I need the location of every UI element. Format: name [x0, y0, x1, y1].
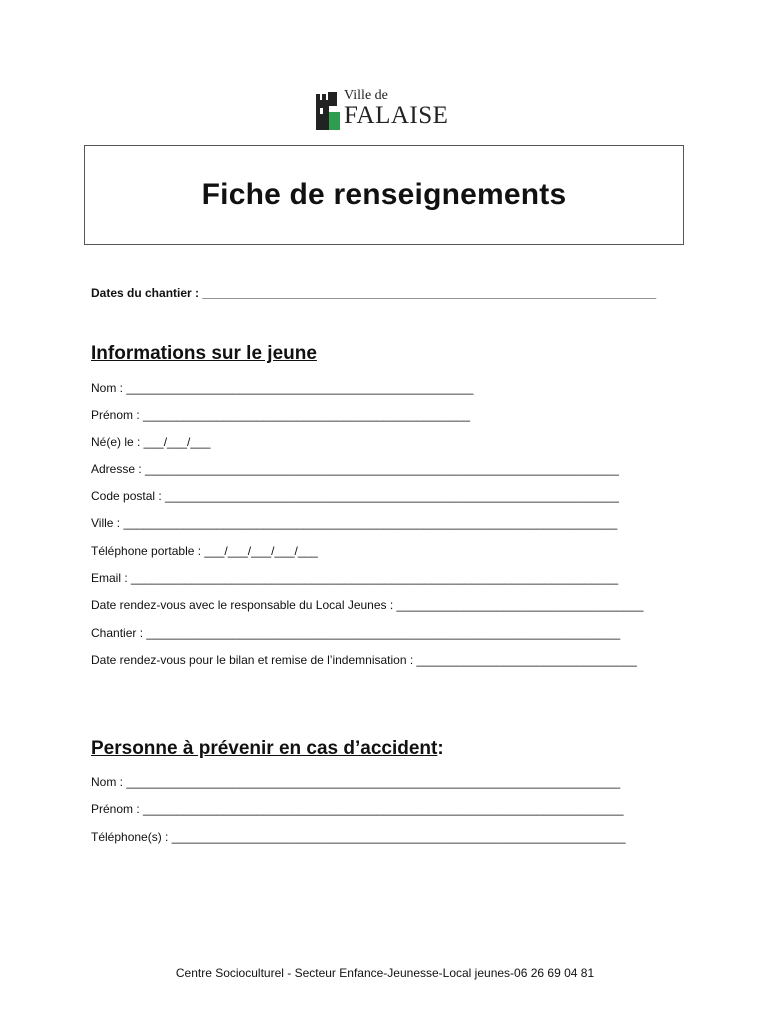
footer: Centre Socioculturel - Secteur Enfance-Jeunesse-Local jeunes-06 26 69 04 81	[175, 966, 595, 980]
castle-tower-icon	[314, 90, 340, 130]
chantier-field[interactable]: Chantier : _______________________________________________________________________	[91, 626, 621, 640]
birthdate-field[interactable]: Né(e) le : ___/___/___	[91, 435, 211, 449]
section-title-emergency-suffix: :	[437, 738, 444, 759]
page-title: Fiche de renseignements	[201, 178, 567, 211]
falaise-logo	[314, 86, 464, 134]
meeting-date-field[interactable]: Date rendez-vous avec le responsable du Local Jeunes : _____________________________________	[91, 598, 644, 612]
title-box	[84, 145, 684, 245]
emergency-phone-field[interactable]: Téléphone(s) : ____________________________________________________________________	[91, 830, 626, 844]
logo-line-1: Ville de	[344, 88, 388, 103]
prenom-field[interactable]: Prénom : _________________________________________________	[91, 408, 471, 422]
city-field[interactable]: Ville : __________________________________________________________________________	[91, 516, 618, 530]
nom-field[interactable]: Nom : ____________________________________________________	[91, 381, 474, 395]
mobile-phone-field[interactable]: Téléphone portable : ___/___/___/___/___	[91, 544, 318, 558]
review-date-field[interactable]: Date rendez-vous pour le bilan et remise de l’indemnisation : _________________________________	[91, 653, 637, 667]
section-title-emergency-text: Personne à prévenir en cas d’accident	[91, 738, 438, 759]
address-field[interactable]: Adresse : _______________________________________________________________________	[91, 462, 619, 476]
postal-code-field[interactable]: Code postal : ____________________________________________________________________	[91, 489, 619, 503]
section-title-emergency	[91, 738, 444, 760]
dates-field[interactable]: Dates du chantier : ____________________________________________________________________	[91, 286, 657, 300]
emergency-prenom-field[interactable]: Prénom : ________________________________________________________________________	[91, 802, 624, 816]
email-field[interactable]: Email : _________________________________________________________________________	[91, 571, 619, 585]
logo-line-2: FALAISE	[344, 102, 449, 129]
section-title-young: Informations sur le jeune	[91, 343, 317, 364]
emergency-nom-field[interactable]: Nom : __________________________________________________________________________	[91, 775, 621, 789]
